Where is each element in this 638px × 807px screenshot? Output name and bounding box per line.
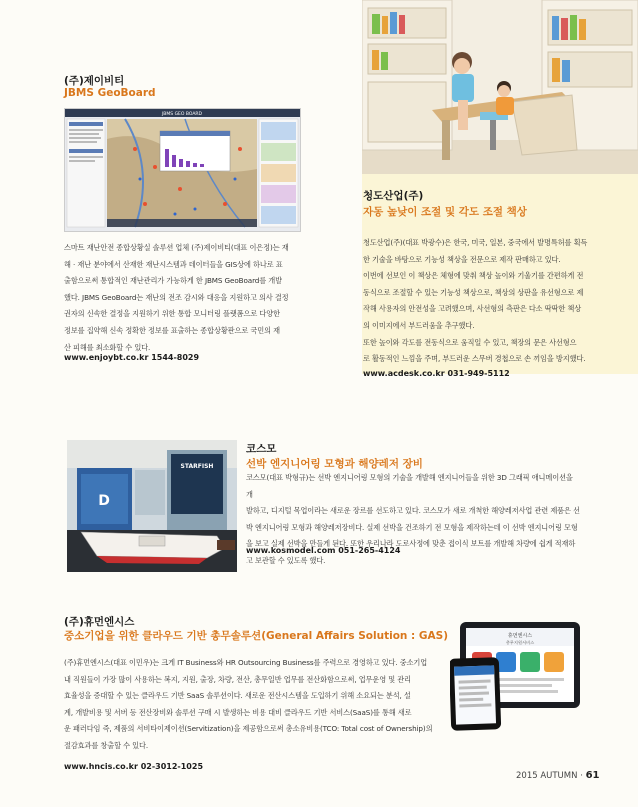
page-footer [516,770,600,781]
jbms-line-3: 출함으로써 통합적인 재난관리가 가능하게 한 JBMS GeoBoard를 개발 [64,276,282,286]
hnc-contact: www.hncis.co.kr 02-3012-1025 [64,762,204,771]
chungdo-contact: www.acdesk.co.kr 031-949-5112 [363,369,510,378]
jbms-line-2: 해 · 재난 분야에서 산재한 재난시스템과 데이터들을 GIS상에 하나로 표 [64,259,283,269]
chungdo-line-2: 한 기술을 바탕으로 기능성 책상을 전문으로 제작 판매하고 있다. [363,254,561,264]
cosmo-contact: www.kosmodel.com 051-265-4124 [246,546,401,555]
jbms-screenshot-photo [64,108,301,232]
hnc-line-3: 효율성을 증대할 수 있는 클라우드 기반 SaaS 솔루션이다. 새로운 전산시스템을 도입하기 위해 소요되는 분석, 설 [64,691,411,701]
hnc-body-text [64,655,444,755]
hnc-line-5: 운 패러다임 즉, 제품의 서비타이제이션(Servitization)을 제공함으로써 총소유비용(TCO: Total cost of Ownership)의 [64,724,433,734]
jbms-screen-title: JBMS GEO BOARD [161,112,203,117]
chungdo-line-8: 로 활동적인 느낌을 주며, 부드러운 스무버 경첩으로 손 끼임을 방지했다. [363,354,586,364]
cosmo-line-2: 발하고, 디지털 목업이라는 새로운 장르를 선도하고 있다. 코스모가 새로 개척한 해양레저사업 관련 제품은 선 [246,506,580,516]
jbms-line-6: 정보를 집약해 신속 정확한 정보를 표출하는 종합상황판으로 국민의 재 [64,325,280,335]
chungdo-line-5: 작해 사용자의 안전성을 고려했으며, 사선형의 측판은 다소 딱딱한 책상 [363,304,582,314]
cosmo-product-title: 선박 엔지니어링 모형과 해양레저 장비 [246,458,423,470]
cosmo-boat-photo [67,440,237,572]
jbms-line-7: 산 피해를 최소화할 수 있다. [64,342,151,352]
chungdo-line-3: 이번에 선보인 이 책상은 체형에 맞춰 책상 높이와 기울기를 간편하게 전 [363,271,584,281]
chungdo-line-1: 청도산업(주)(대표 박광수)은 한국, 미국, 일본, 중국에서 발명특허를 획득 [363,238,588,247]
cosmo-line-4: 을 보고 실제 선박을 만들게 된다. 또한 우리나라 도로사정에 맞춘 접이식 보트를 개발해 차량에 쉽게 적재하 [246,539,576,549]
chungdo-company-name: 청도산업(주) [363,190,424,202]
cosmo-company-name: 코스모 [246,443,277,455]
chungdo-line-6: 의 이미지에서 부드러움을 추구했다. [363,320,475,330]
jbms-line-4: 했다. JBMS GeoBoard는 재난의 전조 감시와 대응을 지원하고 의사 결정 [64,292,289,302]
hnc-line-4: 계, 개발비용 및 서버 등 전산장비와 솔루션 구매 시 발생하는 비용 대비 클라우드 기반 서비스(SaaS)를 통해 새로 [64,707,412,717]
chungdo-line-4: 동식으로 조절할 수 있는 기능성 책상으로, 책상의 상판을 유선형으로 제 [363,287,584,297]
cosmo-boat-sign: STARFISH [180,463,214,470]
jbms-company-name: (주)제이비티 [64,75,125,87]
cosmo-line-1: 코스모(대표 박형규)는 선박 엔지니어링 모형의 기술을 개발해 엔지니어들을 위한 3D 그래픽 애니메이션을 개 [246,473,573,499]
jbms-body-text [64,240,304,356]
hnc-product-title: 중소기업을 위한 클라우드 기반 총무솔루션(General Affairs Solution : GAS) [64,630,449,642]
chungdo-body-text [363,235,625,368]
hnc-line-1: (주)휴먼엔시스(대표 이민우)는 크게 IT Business와 HR Outsourcing Business를 주력으로 경영하고 있다. 중소기업 [64,658,428,667]
hnc-line-2: 내 직원들이 가장 많이 사용하는 복지, 지원, 출장, 차량, 전산, 총무일반 업무를 전산화함으로써, 업무운영 및 관리 [64,674,411,684]
jbms-contact: www.enjoybt.co.kr 1544-8029 [64,353,200,362]
page-number: 61 [585,770,600,781]
chungdo-product-title: 자동 높낮이 조절 및 각도 조절 책상 [363,206,527,218]
svg-text:D: D [98,493,110,509]
hnc-company-name: (주)휴먼엔시스 [64,616,135,628]
cosmo-line-5: 고 보관할 수 있도록 했다. [246,555,326,565]
jbms-line-5: 권자의 신속한 결정을 지원하기 위한 통합 모니터링 플랫폼으로 다양한 [64,309,280,319]
cosmo-line-3: 박 엔지니어링 모형과 해양레저장비다. 실제 선박을 건조하기 전 모형을 제작하는데 이 선박 엔지니어링 모형 [246,522,578,532]
jbms-product-title: JBMS GeoBoard [64,87,156,99]
jbms-line-1: 스마트 재난안전 종합상황실 솔루션 업체 (주)제이비티(대표 이은정)는 재 [64,243,289,252]
issue-label: 2015 AUTUMN [516,771,578,781]
hnc-screen-subtitle: 총무지원서비스 [505,640,535,645]
hnc-device-photo [450,618,585,736]
hnc-line-6: 절감효과를 창출할 수 있다. [64,740,149,750]
hnc-screen-title: 휴먼엔시스 [507,633,533,639]
footer-separator: · [580,771,583,781]
chungdo-line-7: 또한 높이와 각도를 전동식으로 움직일 수 있고, 책장의 문은 사선형으 [363,337,577,347]
chungdo-desk-photo [362,0,638,174]
